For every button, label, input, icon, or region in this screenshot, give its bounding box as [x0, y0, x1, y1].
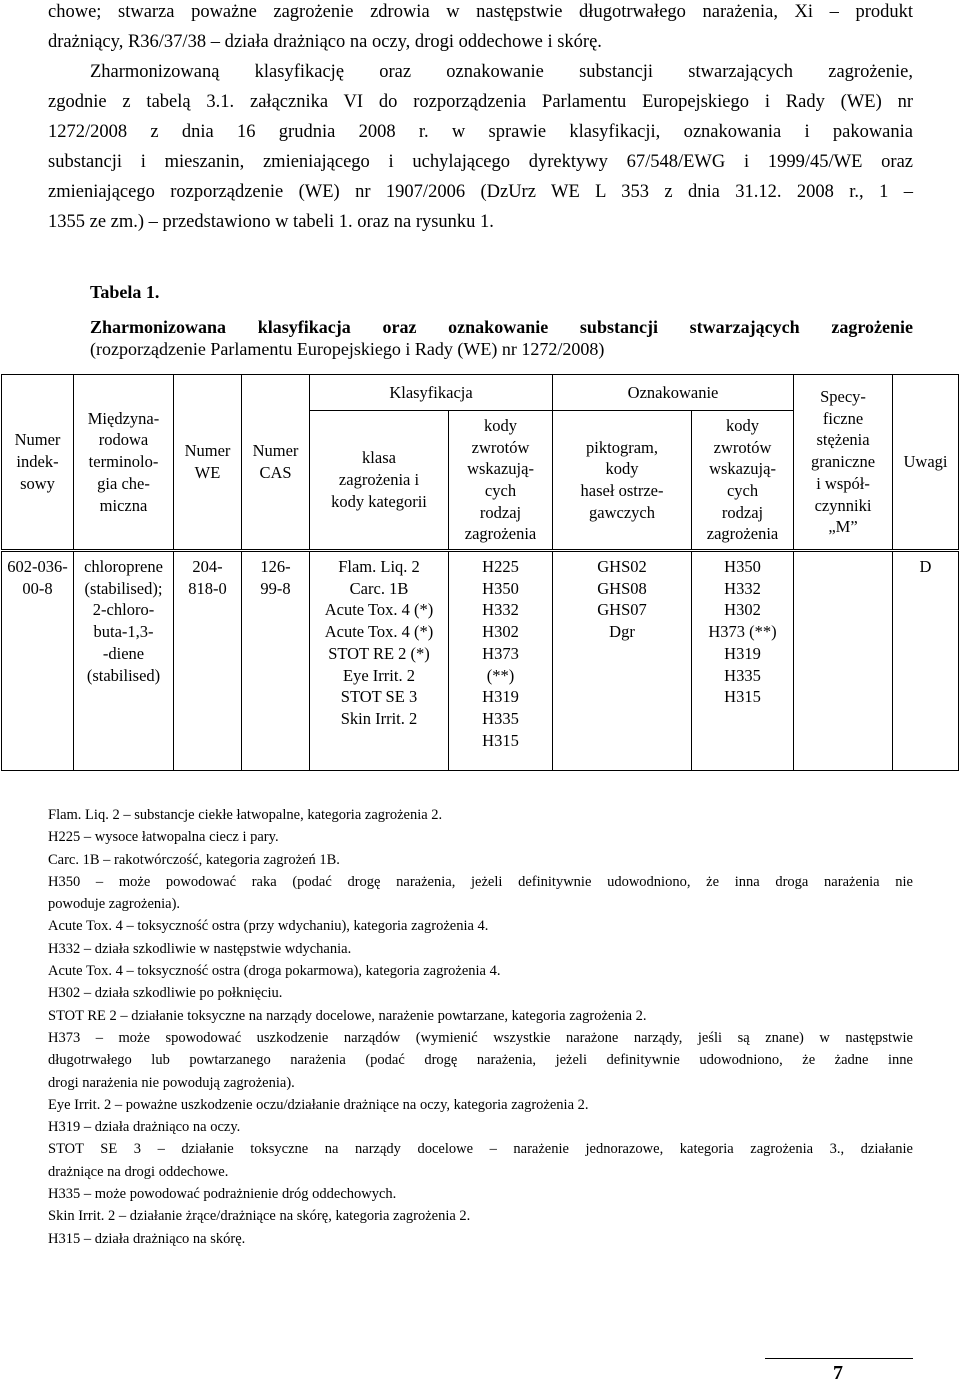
paragraph-line: substancji i mieszanin, zmieniającego i uchylającego dyrektywy 67/548/EWG i 1999/45/WE oraz [48, 152, 913, 172]
cell-line: Numer [252, 441, 299, 461]
cell-terminology [74, 551, 174, 771]
table-title: Tabela 1. [90, 282, 160, 302]
body-paragraph [48, 57, 913, 237]
cell-line: H350 [724, 557, 761, 576]
footnote-line: drogi narażenia nie powodują zagrożenia). [48, 1074, 295, 1091]
cell-line: (stabilised) [86, 665, 161, 685]
cell-line: sowy [20, 473, 55, 493]
cell-hazard-codes-labelling [692, 551, 794, 771]
cell-line: GHS07 [597, 600, 647, 620]
cell-line: zwrotów [471, 437, 530, 457]
cell-line: gia che- [97, 473, 150, 493]
footnote-line: Carc. 1B – rakotwórczość, kategoria zagrożeń 1B. [48, 851, 340, 868]
cell-line: H302 [482, 622, 519, 642]
cell-line: stężenia [816, 430, 870, 450]
cell-line: 818-0 [188, 578, 227, 598]
header-labelling: Oznakowanie [553, 375, 794, 411]
paragraph-line: 1272/2008 z dnia 16 grudnia 2008 r. w sprawie klasyfikacji, oznakowania i pakowania [48, 122, 913, 142]
cell-line: Acute Tox. 4 (*) [324, 622, 434, 642]
cell-line: rodzaj [721, 502, 764, 522]
cell-line: i współ- [816, 473, 870, 493]
cell-notes: D [893, 551, 959, 771]
table-caption-bold: Zharmonizowana klasyfikacja oraz oznakowanie substancji stwarzających zagrożenie [90, 317, 913, 337]
cell-line: STOT RE 2 (*) [328, 643, 430, 663]
cell-line: H373 [482, 643, 519, 663]
cell-line: kody kategorii [331, 491, 427, 511]
footnote-line: H373 – może spowodować uszkodzenie narządów (wymienić wszystkie narażone narządy, jeśli są znane) w następstwie [48, 1029, 913, 1046]
footnote-line: H350 – może powodować raka (podać drogę narażenia, jeżeli definitywnie udowodniono, że inna droga narażenia nie [48, 873, 913, 890]
footnote-line: STOT SE 3 – działanie toksyczne na narządy docelowe – narażenie jednorazowe, kategoria zagrożenia 3., działanie [48, 1141, 913, 1158]
cell-line: kody [605, 459, 639, 479]
footnote-line: H315 – działa drażniąco na skórę. [48, 1230, 246, 1247]
cell-line: H350 [482, 578, 519, 598]
cell-line: GHS08 [597, 578, 647, 598]
cell-line: wskazują- [709, 459, 776, 479]
classification-table [1, 374, 959, 771]
header-pictogram [553, 411, 692, 551]
cell-line: CAS [259, 463, 292, 482]
footnote-line: H319 – działa drażniąco na oczy. [48, 1119, 241, 1136]
cell-line: H302 [724, 600, 761, 620]
cell-line: rodowa [98, 430, 149, 450]
cell-line: zwrotów [713, 437, 772, 457]
footnote-line: H302 – działa szkodliwie po połknięciu. [48, 985, 283, 1002]
cell-line: Dgr [609, 622, 635, 642]
header-index [2, 375, 74, 551]
footnote-line: Eye Irrit. 2 – poważne uszkodzenie oczu/działanie drażniące na oczy, kategoria zagrożenia 2. [48, 1096, 589, 1113]
paragraph-line: 1355 ze zm.) – przedstawiono w tabeli 1. oraz na rysunku 1. [48, 212, 494, 232]
footnote-line: Acute Tox. 4 – toksyczność ostra (droga pokarmowa), kategoria zagrożenia 4. [48, 963, 501, 980]
footnote-line: Flam. Liq. 2 – substancje ciekłe łatwopalne, kategoria zagrożenia 2. [48, 807, 443, 823]
cell-line: 602-036- [7, 557, 68, 576]
cell-specific-limits [794, 551, 893, 771]
header-hazard-codes-labelling [692, 411, 794, 551]
cell-cas [242, 551, 310, 771]
intro-line: chowe; stwarza poważne zagrożenie zdrowia w następstwie długotrwałego narażenia, Xi – produkt [48, 2, 913, 22]
cell-line: 00-8 [22, 578, 53, 598]
cell-we [174, 551, 242, 771]
cell-line: 204- [192, 557, 223, 576]
cell-line: graniczne [810, 452, 876, 472]
cell-line: Eye Irrit. 2 [343, 665, 415, 685]
cell-line: H335 [724, 665, 761, 685]
cell-line: zagrożenia i [338, 470, 420, 490]
cell-line: czynniki [814, 495, 872, 515]
cell-line: Międzyna- [87, 408, 160, 428]
cell-line: 2-chloro- [92, 600, 155, 620]
footnote-line: Skin Irrit. 2 – działanie żrące/drażniące na skórę, kategoria zagrożenia 2. [48, 1208, 471, 1225]
cell-line: Numer [14, 430, 61, 450]
cell-line: H332 [724, 578, 761, 598]
table-caption [90, 316, 913, 360]
footnote-line: H332 – działa szkodliwie w następstwie wdychania. [48, 940, 352, 957]
table-caption-normal: (rozporządzenie Parlamentu Europejskiego i Rady (WE) nr 1272/2008) [90, 339, 605, 359]
footnotes [48, 804, 913, 1250]
cell-line: Specy- [820, 387, 866, 407]
paragraph-line: zmieniającego rozporządzenie (WE) nr 1907/2006 (DzUrz WE L 353 z dnia 31.12. 2008 r., 1 – [48, 182, 913, 202]
cell-line: haseł ostrze- [580, 481, 664, 500]
cell-line: WE [194, 463, 221, 482]
cell-line: „M” [828, 517, 858, 537]
footnote-line: Acute Tox. 4 – toksyczność ostra (przy wdychaniu), kategoria zagrożenia 4. [48, 918, 489, 935]
cell-class-codes [310, 551, 449, 771]
intro-line: drażniący, R36/37/38 – działa drażniąco na oczy, drogi oddechowe i skórę. [48, 32, 602, 52]
cell-hazard-codes-classification [449, 551, 553, 771]
cell-line: indek- [16, 452, 59, 472]
cell-line: ficzne [822, 408, 864, 428]
cell-line: kody [726, 415, 760, 435]
cell-line: chloroprene [84, 557, 163, 576]
cell-line: gawczych [589, 502, 655, 522]
cell-pictogram [553, 551, 692, 771]
footnote-line: powoduje zagrożenia). [48, 896, 181, 913]
cell-line: terminolo- [88, 452, 159, 472]
table-row [2, 551, 959, 771]
cell-line: H319 [724, 643, 761, 663]
cell-index [2, 551, 74, 771]
cell-line: cych [484, 481, 517, 500]
cell-line: zagrożenia [464, 524, 537, 544]
cell-line: kody [484, 415, 517, 435]
page-number-rule [765, 1358, 913, 1359]
cell-line: H332 [482, 600, 519, 620]
cell-line: Skin Irrit. 2 [340, 708, 418, 728]
footnote-line: H225 – wysoce łatwopalna ciecz i pary. [48, 829, 279, 846]
cell-line: miczna [99, 495, 148, 515]
header-terminology [74, 375, 174, 551]
cell-line: cych [726, 481, 759, 500]
cell-line: H373 (**) [708, 622, 777, 642]
header-specific-limits [794, 375, 893, 551]
cell-line: -diene [102, 643, 145, 663]
cell-line: klasa [362, 448, 396, 468]
cell-line: zagrożenia [706, 524, 779, 544]
cell-line: Acute Tox. 4 (*) [324, 600, 434, 620]
cell-line: H225 [482, 557, 519, 576]
cell-line: wskazują- [467, 459, 534, 479]
paragraph-line: zgodnie z tabelą 3.1. załącznika VI do rozporządzenia Parlamentu Europejskiego i Rady (WE) nr [48, 92, 913, 112]
footnote-line: długotrwałego lub powtarzanego narażenia (podać drogę narażenia, jeżeli definitywnie udowodniono, że żadne inne [48, 1052, 913, 1069]
paragraph-line: Zharmonizowaną klasyfikację oraz oznakowanie substancji stwarzających zagrożenie, [90, 62, 913, 82]
page-number: 7 [833, 1362, 843, 1384]
cell-line: (stabilised); [84, 578, 163, 598]
cell-line: H315 [724, 687, 761, 707]
intro-paragraph [48, 0, 913, 57]
cell-line: 126- [260, 557, 291, 576]
cell-line: STOT SE 3 [340, 687, 418, 707]
cell-line: rodzaj [479, 502, 522, 522]
cell-line: Flam. Liq. 2 [338, 557, 420, 576]
footnote-line: H335 – może powodować podrażnienie dróg oddechowych. [48, 1186, 397, 1203]
cell-line: piktogram, [586, 437, 658, 457]
header-classification: Klasyfikacja [310, 375, 553, 411]
header-notes: Uwagi [893, 375, 959, 551]
cell-line: H315 [482, 730, 519, 750]
footnote-line: drażniące na drogi oddechowe. [48, 1163, 229, 1180]
cell-line: (**) [486, 665, 515, 685]
footnote-line: STOT RE 2 – działanie toksyczne na narządy docelowe, narażenie powtarzane, kategoria zagrożenia 2. [48, 1007, 647, 1024]
cell-line: 99-8 [260, 578, 291, 598]
header-we [174, 375, 242, 551]
header-hazard-codes-classification [449, 411, 553, 551]
cell-line: buta-1,3- [93, 622, 154, 642]
cell-line: H335 [482, 708, 519, 728]
cell-line: Carc. 1B [349, 578, 409, 598]
cell-line: H319 [482, 687, 519, 707]
cell-line: Numer [184, 441, 231, 461]
header-cas [242, 375, 310, 551]
header-class-codes [310, 411, 449, 551]
cell-line: GHS02 [597, 557, 647, 576]
